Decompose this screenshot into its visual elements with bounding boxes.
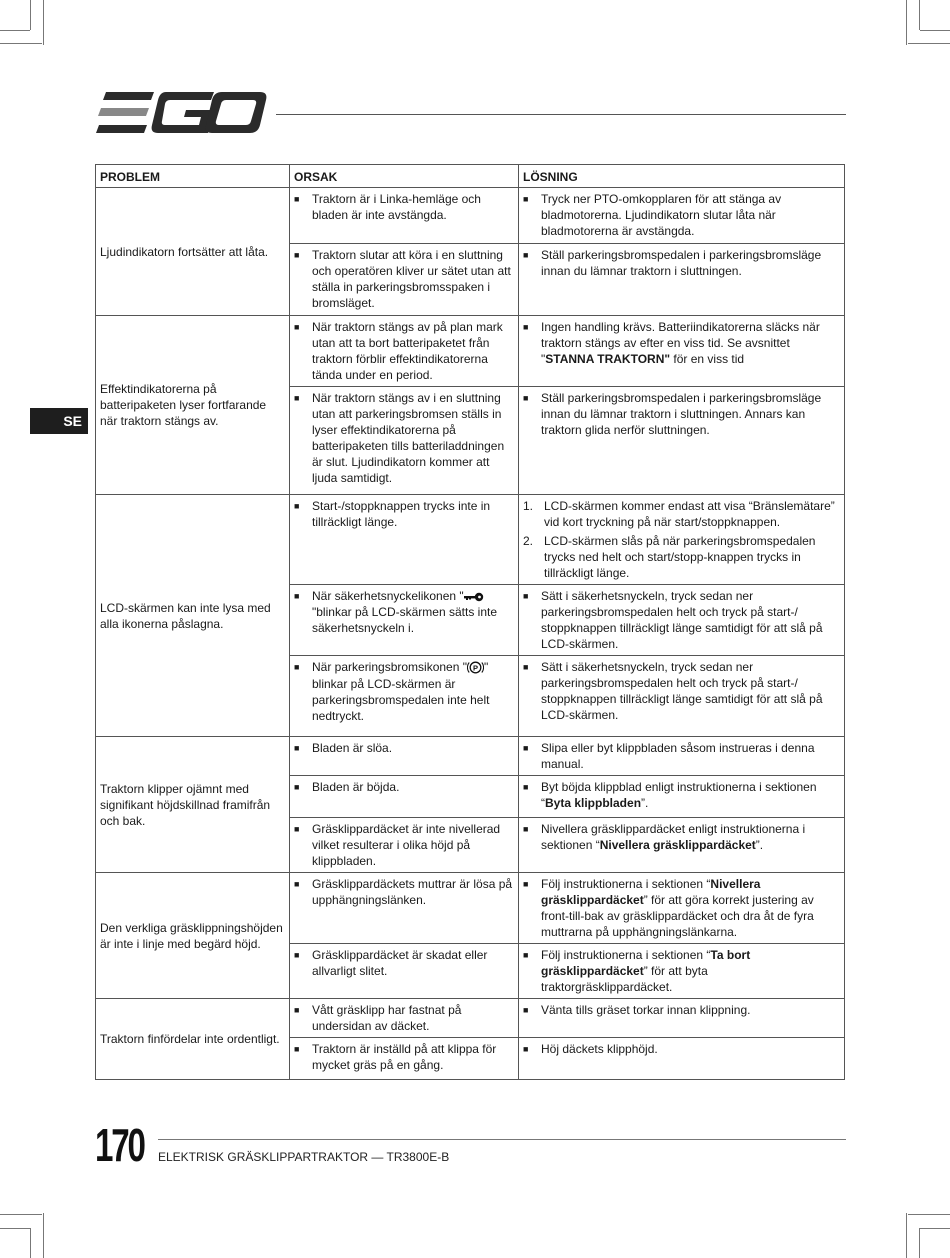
table-row [96, 873, 845, 944]
problem-cell: Effektindikatorerna på batteripaketen lyser fortfarande när traktorn stängs av. [96, 316, 290, 495]
crop-mark [30, 1228, 31, 1258]
solution-cell: ■ Följ instruktionerna i sektionen “Ta bort gräsklippardäcket” för att byta traktorgräsklippardäcket. [519, 944, 845, 999]
problem-cell: Traktorn finfördelar inte ordentligt. [96, 999, 290, 1080]
cause-text: Vått gräsklipp har fastnat på undersidan av däcket. [312, 1003, 462, 1033]
cause-cell: ■ När traktorn stängs av på plan mark utan att ta bort batteripaketet från traktorn förblir effektindikatorerna tända under en period. [290, 316, 519, 387]
problem-cell: Den verkliga gräsklippningshöjden är inte i linje med begärd höjd. [96, 873, 290, 999]
solution-cell: ■ Ställ parkeringsbromspedalen i parkeringsbromsläge innan du lämnar traktorn i sluttningen. [519, 244, 845, 316]
cause-cell: ■ Bladen är böjda. [290, 776, 519, 818]
cause-text: När traktorn stängs av på plan mark utan att ta bort batteripaketet från traktorn förblir effektindikatorerna tända under en period. [312, 320, 503, 382]
problem-cell: Ljudindikatorn fortsätter att låta. [96, 188, 290, 316]
ego-logo [96, 92, 268, 134]
cause-cell: ■ Traktorn är inställd på att klippa för mycket gräs på en gång. [290, 1038, 519, 1080]
crop-mark [0, 1214, 42, 1215]
solution-cell: ■ Följ instruktionerna i sektionen “Nivellera gräsklippardäcket” för att göra korrekt justering av front-till-bak av gräsklippardäcket och dra åt de fyra muttrarna på upphängningslänkarna. [519, 873, 845, 944]
cause-text: Gräsklippardäcket är inte nivellerad vilket resulterar i olika höjd på klippbladen. [312, 822, 501, 868]
solution-cell: ■ Vänta tills gräset torkar innan klippning. [519, 999, 845, 1038]
header-cause: ORSAK [290, 165, 519, 188]
solution-text: Höj däckets klipphöjd. [541, 1042, 658, 1056]
cause-cell: ■ Gräsklippardäckets muttrar är lösa på upphängningslänken. [290, 873, 519, 944]
cause-cell: ■ Bladen är slöa. [290, 737, 519, 776]
cause-text: Traktorn slutar att köra i en sluttning och operatören kliver ur sätet utan att ställa in parkeringsbromsspaken i bromsläget. [312, 248, 511, 310]
cause-text: Gräsklippardäcket är skadat eller allvarligt slitet. [312, 948, 488, 978]
svg-text:P: P [472, 663, 479, 673]
crop-mark [919, 0, 920, 30]
solution-cell: ■ Ingen handling krävs. Batteriindikatorerna släcks när traktorn stängs av efter en viss tid. Se avsnittet "STANNA TRAKTORN" för en viss tid [519, 316, 845, 387]
solution-text: Sätt i säkerhetsnyckeln, tryck sedan ner parkeringsbromspedalen helt och tryck på start-/ stoppknappen tillräckligt länge samtidigt för att slå på LCD-skärmen. [541, 589, 823, 651]
solution-text: Ingen handling krävs. Batteriindikatorerna släcks när traktorn stängs av efter en viss tid. Se avsnittet "STANNA TRAKTORN" för en viss tid [541, 320, 820, 366]
cause-cell: ■ Traktorn slutar att köra i en sluttning och operatören kliver ur sätet utan att ställa in parkeringsbromsspaken i bromsläget. [290, 244, 519, 316]
table-row [96, 737, 845, 776]
solution-cell [519, 495, 845, 585]
table-row [96, 188, 845, 244]
crop-mark [908, 1214, 950, 1215]
crop-mark [30, 0, 31, 30]
crop-mark [906, 0, 907, 45]
page-number: 170 [95, 1119, 144, 1171]
cause-cell: ■ När traktorn stängs av i en sluttning utan att parkeringsbromsen ställs in lyser effektindikatorerna på batteripaketen tills batteriladdningen är slut. Ljudindikatorn kommer att ljuda samtidigt. [290, 387, 519, 495]
solution-text: Följ instruktionerna i sektionen “Nivellera gräsklippardäcket” för att göra korrekt justering av front-till-bak av gräsklippardäcket och dra åt de fyra muttrarna på upphängningslänkarna. [541, 877, 814, 939]
language-tab-label: SE [63, 413, 82, 429]
crop-mark [920, 30, 950, 31]
solution-text: Nivellera gräsklippardäcket enligt instruktionerna i sektionen “Nivellera gräsklippardäcket”. [541, 822, 806, 852]
header-problem: PROBLEM [96, 165, 290, 188]
cause-text: När säkerhetsnyckelikonen ""blinkar på LCD-skärmen sätts inte säkerhetsnyckeln i. [312, 589, 497, 635]
cause-text: Bladen är böjda. [312, 780, 400, 794]
footer-rule [158, 1139, 846, 1140]
crop-mark [43, 1213, 44, 1258]
problem-cell: Traktorn klipper ojämnt med signifikant höjdskillnad framifrån och bak. [96, 737, 290, 873]
crop-mark [919, 1228, 920, 1258]
troubleshooting-table [95, 164, 845, 1080]
solution-cell: ■ Slipa eller byt klippbladen såsom instrueras i denna manual. [519, 737, 845, 776]
solution-text: Ställ parkeringsbromspedalen i parkeringsbromsläge innan du lämnar traktorn i sluttningen. [541, 248, 822, 278]
solution-text: Slipa eller byt klippbladen såsom instrueras i denna manual. [541, 741, 815, 771]
solution-text: Sätt i säkerhetsnyckeln, tryck sedan ner parkeringsbromspedalen helt och tryck på start-/ stoppknappen tillräckligt länge samtidigt för att slå på LCD-skärmen. [541, 660, 823, 722]
table-row [96, 316, 845, 387]
table-row [96, 999, 845, 1038]
crop-mark [0, 30, 30, 31]
cause-text: Traktorn är inställd på att klippa för mycket gräs på en gång. [312, 1042, 497, 1072]
solution-cell: ■ Sätt i säkerhetsnyckeln, tryck sedan ner parkeringsbromspedalen helt och tryck på start-/ stoppknappen tillräckligt länge samtidigt för att slå på LCD-skärmen. [519, 585, 845, 656]
solution-text: LCD-skärmen kommer endast att visa “Bränslemätare” vid kort tryckning på när start/stoppknappen. [544, 499, 835, 529]
table-row [96, 495, 845, 585]
cause-cell: ■ När parkeringsbromsikonen " P " blinkar på LCD-skärmen är parkeringsbromspedalen inte helt nedtryckt. [290, 656, 519, 737]
crop-mark [0, 1228, 30, 1229]
solution-cell: ■ Sätt i säkerhetsnyckeln, tryck sedan ner parkeringsbromspedalen helt och tryck på start-/ stoppknappen tillräckligt länge samtidigt för att slå på LCD-skärmen. [519, 656, 845, 737]
solution-cell: ■ Nivellera gräsklippardäcket enligt instruktionerna i sektionen “Nivellera gräsklippardäcket”. [519, 818, 845, 873]
crop-mark [906, 1213, 907, 1258]
cause-text: Gräsklippardäckets muttrar är lösa på upphängningslänken. [312, 877, 513, 907]
problem-cell: LCD-skärmen kan inte lysa med alla ikonerna påslagna. [96, 495, 290, 737]
header-solution: LÖSNING [519, 165, 845, 188]
cause-cell: ■ Traktorn är i Linka-hemläge och bladen är inte avstängda. [290, 188, 519, 244]
item-number: 2. [523, 534, 534, 548]
cause-cell: ■ Vått gräsklipp har fastnat på undersidan av däcket. [290, 999, 519, 1038]
item-number: 1. [523, 499, 534, 513]
cause-cell: ■ När säkerhetsnyckelikonen ""blinkar på LCD-skärmen sätts inte säkerhetsnyckeln i. [290, 585, 519, 656]
header-rule [276, 114, 846, 115]
table-header-row [96, 165, 845, 188]
solution-text: Tryck ner PTO-omkopplaren för att stänga av bladmotorerna. Ljudindikatorn slutar låta när bladmotorerna är avstängda. [541, 192, 782, 238]
language-tab [30, 408, 88, 434]
crop-mark [43, 0, 44, 45]
solution-cell: ■ Tryck ner PTO-omkopplaren för att stänga av bladmotorerna. Ljudindikatorn slutar låta när bladmotorerna är avstängda. [519, 188, 845, 244]
crop-mark [908, 43, 950, 44]
cause-text: Start-/stoppknappen trycks inte in tillräckligt länge. [312, 499, 491, 529]
cause-text: Bladen är slöa. [312, 741, 393, 755]
solution-cell: ■ Byt böjda klippblad enligt instruktionerna i sektionen “Byta klippbladen”. [519, 776, 845, 818]
solution-cell: ■ Ställ parkeringsbromspedalen i parkeringsbromsläge innan du lämnar traktorn i sluttningen. Annars kan traktorn glida nerför sluttningen. [519, 387, 845, 495]
cause-text: När parkeringsbromsikonen " P " blinkar på LCD-skärmen är parkeringsbromspedalen inte helt nedtryckt. [312, 660, 490, 724]
key-icon [464, 592, 484, 602]
cause-cell: ■ Gräsklippardäcket är inte nivellerad vilket resulterar i olika höjd på klippbladen. [290, 818, 519, 873]
cause-text: Traktorn är i Linka-hemläge och bladen är inte avstängda. [312, 192, 481, 222]
solution-text: LCD-skärmen slås på när parkeringsbromspedalen trycks ned helt och start/stopp-knappen trycks in tillräckligt länge. [544, 534, 816, 580]
solution-text: Följ instruktionerna i sektionen “Ta bort gräsklippardäcket” för att byta traktorgräsklippardäcket. [541, 948, 751, 994]
solution-cell: ■ Höj däckets klipphöjd. [519, 1038, 845, 1080]
parking-brake-icon [467, 659, 484, 676]
cause-cell: ■ Gräsklippardäcket är skadat eller allvarligt slitet. [290, 944, 519, 999]
solution-text: Byt böjda klippblad enligt instruktionerna i sektionen “Byta klippbladen”. [541, 780, 817, 810]
crop-mark [0, 43, 42, 44]
solution-text: Vänta tills gräset torkar innan klippning. [541, 1003, 751, 1017]
crop-mark [920, 1228, 950, 1229]
cause-cell: ■ Start-/stoppknappen trycks inte in tillräckligt länge. [290, 495, 519, 585]
cause-text: När traktorn stängs av i en sluttning utan att parkeringsbromsen ställs in lyser effektindikatorerna på batteripaketen tills batteriladdningen är slut. Ljudindikatorn kommer att ljuda samtidigt. [312, 391, 505, 485]
solution-text: Ställ parkeringsbromspedalen i parkeringsbromsläge innan du lämnar traktorn i sluttningen. Annars kan traktorn glida nerför sluttningen. [541, 391, 822, 437]
footer-title: ELEKTRISK GRÄSKLIPPARTRAKTOR — TR3800E-B [158, 1150, 450, 1164]
